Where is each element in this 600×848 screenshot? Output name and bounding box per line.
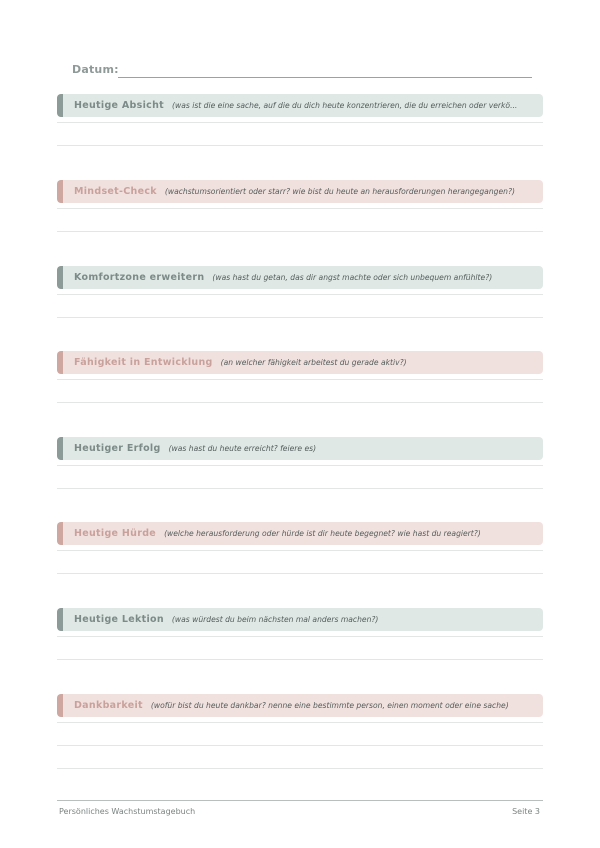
section-title: Komfortzone erweitern (74, 272, 205, 283)
section-hint: (wofür bist du heute dankbar? nenne eine bestimmte person, einen moment oder eine sache) (150, 701, 509, 710)
section-accent (57, 694, 63, 717)
section-title: Heutige Absicht (74, 100, 165, 111)
page-number: Seite 3 (512, 807, 540, 816)
section-header (57, 608, 543, 631)
section-faehigkeit (57, 351, 543, 374)
date-row (72, 62, 532, 82)
writing-line[interactable] (57, 208, 543, 209)
date-input-line[interactable] (118, 77, 532, 78)
writing-line[interactable] (57, 317, 543, 318)
writing-line[interactable] (57, 745, 543, 746)
section-title: Heutiger Erfolg (74, 443, 161, 454)
section-heutige-huerde (57, 522, 543, 545)
writing-line[interactable] (57, 488, 543, 489)
writing-line[interactable] (57, 768, 543, 769)
section-mindset-check (57, 180, 543, 203)
writing-line[interactable] (57, 294, 543, 295)
section-title: Heutige Hürde (74, 528, 157, 539)
section-header (57, 94, 543, 117)
date-label: Datum: (72, 63, 119, 76)
section-heutige-lektion (57, 608, 543, 631)
section-dankbarkeit (57, 694, 543, 717)
section-accent (57, 180, 63, 203)
section-header (57, 180, 543, 203)
footer-title: Persönliches Wachstumstagebuch (59, 807, 196, 816)
section-komfortzone (57, 266, 543, 289)
section-title: Dankbarkeit (74, 700, 143, 711)
section-header (57, 694, 543, 717)
section-hint: (was hast du getan, das dir angst machte oder sich unbequem anfühlte?) (212, 273, 493, 282)
writing-line[interactable] (57, 145, 543, 146)
writing-line[interactable] (57, 465, 543, 466)
section-accent (57, 608, 63, 631)
section-heutiger-erfolg (57, 437, 543, 460)
section-hint: (wachstumsorientiert oder starr? wie bist du heute an herausforderungen herangegangen?) (164, 187, 515, 196)
section-header (57, 437, 543, 460)
section-hint: (was ist die eine sache, auf die du dich heute konzentrieren, die du erreichen oder verkö... (172, 101, 518, 110)
writing-line[interactable] (57, 231, 543, 232)
section-title: Heutige Lektion (74, 614, 164, 625)
section-hint: (welche herausforderung oder hürde ist dir heute begegnet? wie hast du reagiert?) (164, 529, 481, 538)
writing-line[interactable] (57, 722, 543, 723)
section-hint: (was hast du heute erreicht? feiere es) (168, 444, 317, 453)
writing-line[interactable] (57, 122, 543, 123)
section-header (57, 522, 543, 545)
section-header (57, 351, 543, 374)
writing-line[interactable] (57, 550, 543, 551)
section-title: Mindset-Check (74, 186, 157, 197)
section-header (57, 266, 543, 289)
section-accent (57, 94, 63, 117)
section-heutige-absicht (57, 94, 543, 117)
section-accent (57, 437, 63, 460)
section-accent (57, 351, 63, 374)
section-accent (57, 266, 63, 289)
section-hint: (was würdest du beim nächsten mal anders machen?) (171, 615, 379, 624)
writing-line[interactable] (57, 636, 543, 637)
writing-line[interactable] (57, 402, 543, 403)
writing-line[interactable] (57, 379, 543, 380)
section-accent (57, 522, 63, 545)
writing-line[interactable] (57, 659, 543, 660)
writing-line[interactable] (57, 573, 543, 574)
section-title: Fähigkeit in Entwicklung (74, 357, 213, 368)
section-hint: (an welcher fähigkeit arbeitest du gerade aktiv?) (220, 358, 407, 367)
footer-divider (57, 800, 543, 801)
